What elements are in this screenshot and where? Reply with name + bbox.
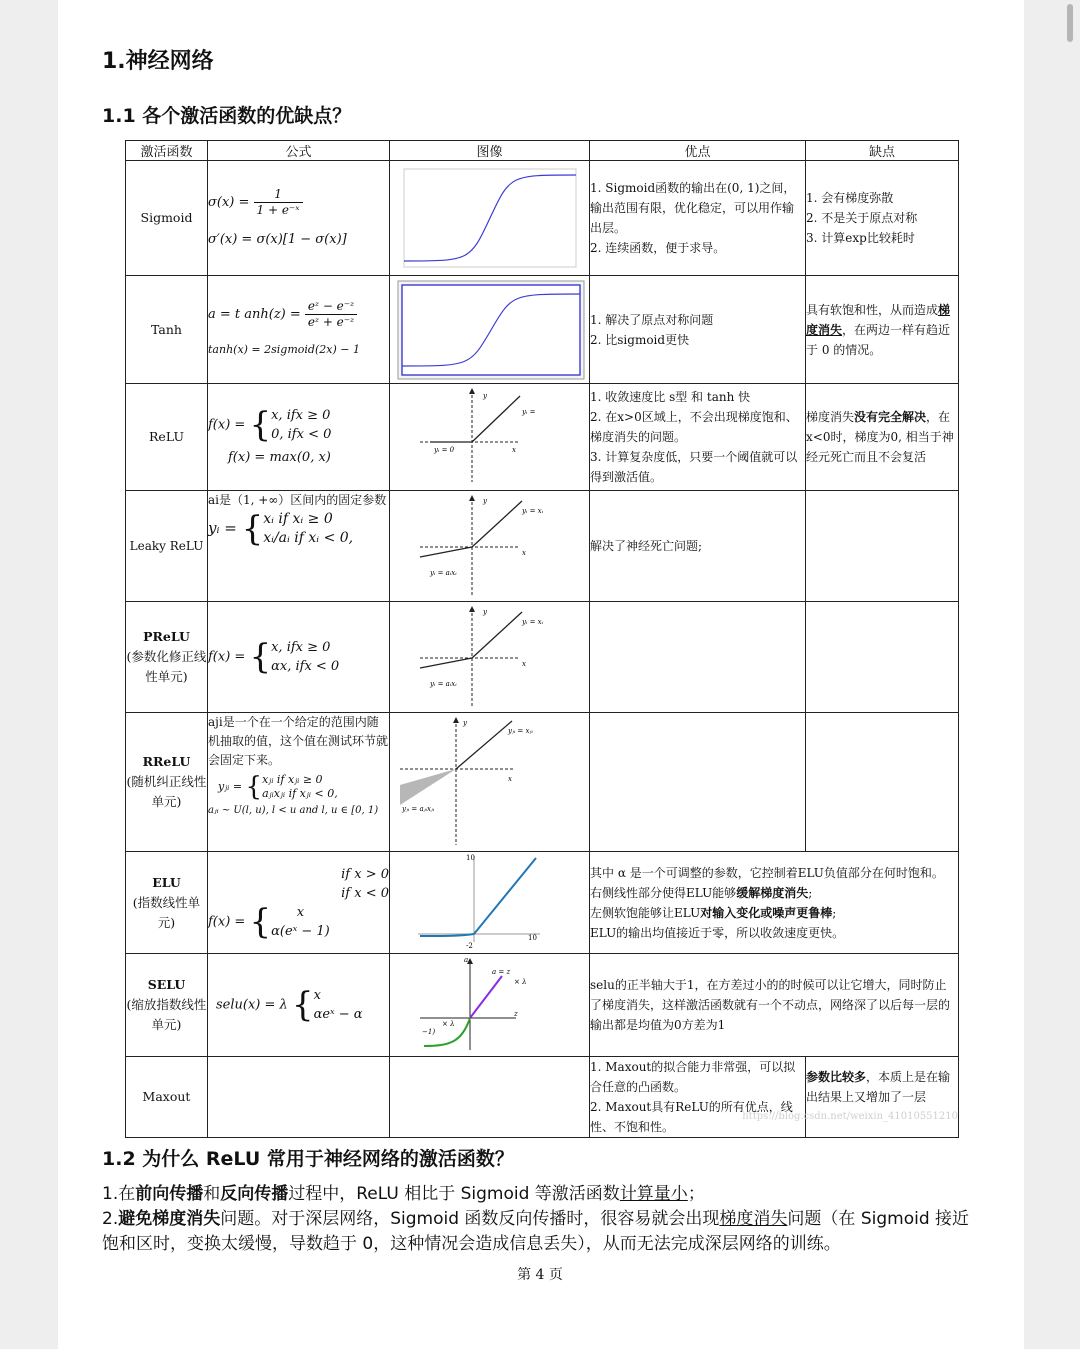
pros-cell: 1. 收敛速度比 s型 和 tanh 快 2. 在x>0区域上，不会出现梯度饱和、梯度消失的问题。 3. 计算复杂度低，只要一个阈值就可以得到激活值。 xyxy=(590,384,806,491)
cons-cell: 参数比较多，本质上是在输出结果上又增加了一层 https://blog.csdn.net/weixin_41010551210 xyxy=(806,1057,959,1138)
graph-cell xyxy=(390,852,590,954)
line-label: yᵢ = 0 xyxy=(434,446,455,454)
formula-line: σ′(x) = σ(x)[1 − σ(x)] xyxy=(208,231,347,247)
formula-cell xyxy=(208,1057,390,1138)
row-name: Leaky ReLU xyxy=(126,491,208,602)
rrelu-plot xyxy=(390,713,590,851)
axis-label: y xyxy=(483,497,487,505)
row-name: RReLU (随机纠正线性单元) xyxy=(126,713,208,852)
fraction: $\frac{\text{eᶻ − e⁻ᶻ}}{\text{eᶻ + e⁻ᶻ}}$ xyxy=(305,299,357,330)
formula-line: yⱼᵢ = {xⱼᵢ if xⱼᵢ ≥ 0 aⱼᵢxⱼᵢ if xⱼᵢ < 0, xyxy=(218,772,338,802)
formula-cell xyxy=(208,852,390,954)
table-row xyxy=(126,491,959,602)
cons-cell xyxy=(806,713,959,852)
leaky-positive-segment xyxy=(472,501,522,547)
prelu-negative-segment xyxy=(420,658,472,668)
leaky-negative-segment xyxy=(420,547,472,557)
axis-label: x xyxy=(512,446,516,454)
table-row xyxy=(126,954,959,1057)
selu-positive-segment xyxy=(470,976,502,1018)
graph-cell xyxy=(390,491,590,602)
paragraph: 2.避免梯度消失问题。对于深层网络，Sigmoid 函数反向传播时，很容易就会出现梯度消失问题（在 Sigmoid 接近饱和区时，变换太缓慢，导数趋于 0，这种情况会造成信息丢失），从而无法完成深层网络的训练。 xyxy=(102,1209,970,1254)
elu-curve xyxy=(420,858,536,936)
pros-cell: 解决了神经死亡问题; xyxy=(590,491,806,602)
table-row xyxy=(126,276,959,384)
header-cell: 公式 xyxy=(208,141,390,161)
header-cell: 图像 xyxy=(390,141,590,161)
watermark: https://blog.csdn.net/weixin_41010551210 xyxy=(742,1111,958,1122)
pros-cell: 1. 解决了原点对称问题 2. 比sigmoid更快 xyxy=(590,276,806,384)
graph-cell xyxy=(390,161,590,276)
sigmoid-curve xyxy=(404,175,576,261)
header-cell: 激活函数 xyxy=(126,141,208,161)
cons-cell: 梯度消失没有完全解决，在x<0时，梯度为0, 相当于神经元死亡而且不会复活 xyxy=(806,384,959,491)
pros-cell xyxy=(590,602,806,713)
elu-plot xyxy=(390,852,590,953)
formula-line: selu(x) = λ {x αeˣ − α xyxy=(216,985,363,1025)
line-label: yᵢ = xᵢ xyxy=(522,507,544,515)
graph-cell xyxy=(390,384,590,491)
selu-plot xyxy=(390,954,590,1056)
graph-cell xyxy=(390,1057,590,1138)
fraction: $\frac{1}{\text{1 + e⁻ˣ}}$ xyxy=(254,187,303,218)
axis-label: a xyxy=(464,956,469,964)
formula-cell xyxy=(208,954,390,1057)
graph-cell xyxy=(390,602,590,713)
line-label: yⱼᵢ = xⱼᵢ xyxy=(508,727,533,735)
formula-line: f(x) = { x α(eˣ − 1) xyxy=(208,901,330,942)
row-name: PReLU (参数化修正线性单元) xyxy=(126,602,208,713)
pros-cell: 1. Maxout的拟合能力非常强，可以拟合任意的凸函数。 2. Maxout具有ReLU的所有优点，线性、不饱和性。 xyxy=(590,1057,806,1138)
prelu-plot xyxy=(390,602,590,712)
row-name: Tanh xyxy=(126,276,208,384)
axis-tick: 10 xyxy=(466,854,475,862)
section-title: 1.神经网络 xyxy=(102,49,214,74)
formula-line: f(x) = {x, ifx ≥ 0 0, ifx < 0 xyxy=(208,405,332,445)
axis-label: y xyxy=(463,719,467,727)
axis-label: y xyxy=(483,392,487,400)
scale-label: × λ xyxy=(442,1020,455,1028)
rrelu-random-region xyxy=(400,769,456,805)
formula-cell xyxy=(208,276,390,384)
row-name: Sigmoid xyxy=(126,161,208,276)
scrollbar-thumb[interactable] xyxy=(1067,4,1073,42)
subsection-title-1: 1.1 各个激活函数的优缺点？ xyxy=(102,105,352,127)
formula-cell xyxy=(208,713,390,852)
cons-cell: 1. 会有梯度弥散 2. 不是关于原点对称 3. 计算exp比较耗时 xyxy=(806,161,959,276)
formula-line: aⱼᵢ ~ U(l, u), l < u and l, u ∈ [0, 1) xyxy=(208,805,379,816)
pros-cell: 1. Sigmoid函数的输出在(0, 1)之间，输出范围有限，优化稳定，可以用作输出层。 2. 连续函数，便于求导。 xyxy=(590,161,806,276)
subsection-title-2: 1.2 为什么 ReLU 常用于神经网络的激活函数？ xyxy=(102,1148,514,1170)
table-row xyxy=(126,384,959,491)
line-label: yᵢ = aᵢxᵢ xyxy=(430,680,457,688)
axis-label: y xyxy=(483,608,487,616)
formula-note: ai是（1, +∞）区间内的固定参数 xyxy=(208,493,387,507)
formula-cell xyxy=(208,161,390,276)
scale-label: × λ xyxy=(514,978,527,986)
table-row xyxy=(126,713,959,852)
cons-cell: 具有软饱和性，从而造成梯度消失，在两边一样有趋近于 0 的情况。 xyxy=(806,276,959,384)
row-name: SELU (缩放指数线性单元) xyxy=(126,954,208,1057)
graph-cell xyxy=(390,713,590,852)
axis-label: x xyxy=(522,660,526,668)
axis-tick: 10 xyxy=(528,934,537,942)
graph-cell xyxy=(390,954,590,1057)
relu-positive-segment xyxy=(472,396,520,442)
line-label: a = z xyxy=(492,968,511,976)
sigmoid-plot xyxy=(390,161,590,275)
graph-cell xyxy=(390,276,590,384)
row-name: ELU (指数线性单元) xyxy=(126,852,208,954)
line-label: yᵢ = xyxy=(522,408,536,416)
formula-line: a = t anh(z) = $\frac{\text{eᶻ − e⁻ᶻ}}{\text{eᶻ + e⁻ᶻ}}$ xyxy=(208,299,389,330)
tanh-plot xyxy=(390,276,590,383)
page-number: 第 4 页 xyxy=(517,1267,563,1283)
pros-cell: 其中 α 是一个可调整的参数，它控制着ELU负值部分在何时饱和。 右侧线性部分使得ELU能够缓解梯度消失; 左侧软饱能够让ELU对输入变化或噪声更鲁棒; ELU的输出均值接近于零，所以收敛速度更快。 xyxy=(590,852,959,954)
pros-cell xyxy=(590,713,806,852)
table-row xyxy=(126,602,959,713)
formula-line: σ(x) = $\frac{1}{\text{1 + e⁻ˣ}}$ xyxy=(208,187,389,218)
formula-cell xyxy=(208,491,390,602)
cons-cell xyxy=(806,602,959,713)
axis-label: x xyxy=(522,549,526,557)
header-cell: 优点 xyxy=(590,141,806,161)
table-row xyxy=(126,1057,959,1138)
row-name: ReLU xyxy=(126,384,208,491)
paragraph: 1.在前向传播和反向传播过程中，ReLU 相比于 Sigmoid 等激活函数计算量小； xyxy=(102,1184,705,1204)
line-label: yᵢ = xᵢ xyxy=(522,618,544,626)
table-row xyxy=(126,852,959,954)
activation-table xyxy=(125,140,959,1138)
line-label: yⱼᵢ = aⱼᵢxⱼᵢ xyxy=(402,805,435,813)
formula-note: aji是一个在一个给定的范围内随机抽取的值，这个值在测试环节就会固定下来。 xyxy=(208,715,389,767)
axis-tick: -2 xyxy=(466,942,473,950)
rrelu-positive-segment xyxy=(456,721,512,769)
table-header-row xyxy=(126,141,959,161)
relu-plot xyxy=(390,384,590,490)
formula-line: yᵢ = {xᵢ if xᵢ ≥ 0 xᵢ/aᵢ if xᵢ < 0, xyxy=(208,509,354,549)
axis-label: x xyxy=(508,775,512,783)
formula-cell xyxy=(208,602,390,713)
line-label: −1) xyxy=(422,1028,436,1036)
scrollbar[interactable] xyxy=(1063,0,1077,45)
formula-line: f(x) = max(0, x) xyxy=(228,450,331,465)
pros-cell: selu的正半轴大于1，在方差过小的的时候可以让它增大，同时防止了梯度消失，这样激活函数就有一个不动点，网络深了以后每一层的输出都是均值为0方差为1 xyxy=(590,954,959,1057)
row-name: Maxout xyxy=(126,1057,208,1138)
axis-label: z xyxy=(514,1010,518,1018)
leaky-relu-plot xyxy=(390,491,590,601)
cons-cell xyxy=(806,491,959,602)
formula-cell xyxy=(208,384,390,491)
line-label: yᵢ = aᵢxᵢ xyxy=(430,569,457,577)
prelu-positive-segment xyxy=(472,612,522,658)
formula-line: f(x) = {x, ifx ≥ 0 αx, ifx < 0 xyxy=(208,637,340,677)
table-row xyxy=(126,161,959,276)
formula-line: tanh(x) = 2sigmoid(2x) − 1 xyxy=(208,343,360,356)
header-cell: 缺点 xyxy=(806,141,959,161)
formula-conditions: if x > 0 if x < 0 xyxy=(341,866,389,901)
